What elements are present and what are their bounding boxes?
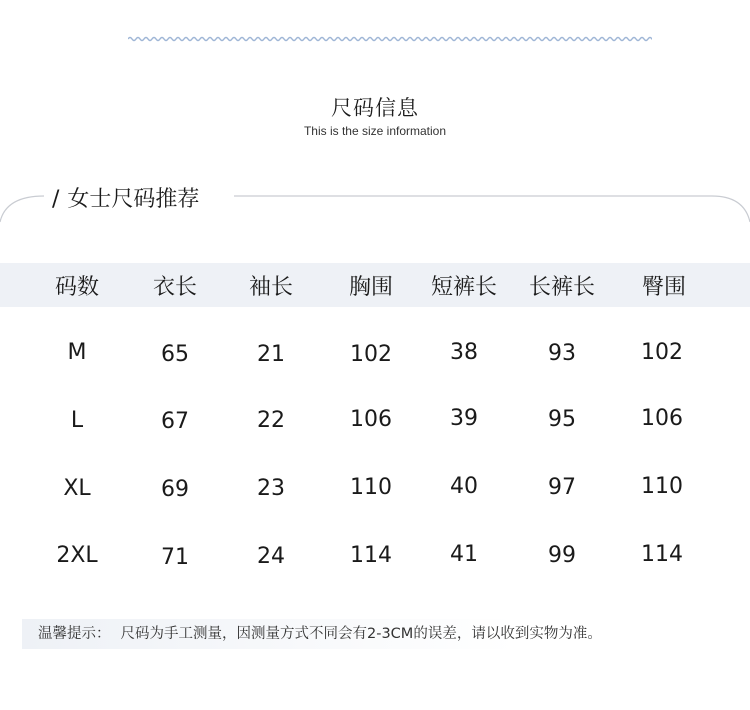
table-cell: 114 [350, 543, 392, 568]
table-cell: 114 [641, 542, 683, 567]
table-cell: 106 [350, 407, 392, 432]
column-header-trousers: 长裤长 [528, 275, 595, 300]
table-cell: 24 [257, 544, 285, 569]
table-cell: 97 [548, 475, 576, 500]
note-label: 温馨提示： [38, 626, 111, 642]
table-cell: 110 [641, 474, 683, 499]
table-cell: 2XL [56, 543, 98, 568]
table-cell: 110 [350, 475, 392, 500]
note-text: 尺码为手工测量，因测量方式不同会有2-3CM的误差，请以收到实物为准。 [120, 626, 602, 642]
page-title: 尺码信息 [331, 96, 419, 120]
table-cell: 21 [257, 342, 285, 367]
table-cell: 102 [641, 340, 683, 365]
column-header-shorts: 短裤长 [430, 275, 497, 300]
table-cell: 71 [161, 545, 189, 570]
size-note-banner [22, 619, 728, 649]
table-cell: 106 [641, 406, 683, 431]
table-cell: 40 [450, 474, 478, 499]
table-cell: M [67, 340, 87, 365]
table-cell: 67 [161, 409, 189, 434]
table-cell: 23 [257, 476, 285, 501]
table-cell: 69 [161, 477, 189, 502]
section-title-text: 女士尺码推荐 [67, 187, 200, 212]
column-header-sleeve: 袖长 [248, 275, 293, 300]
column-header-chest: 胸围 [348, 275, 393, 300]
column-header-size: 码数 [54, 275, 99, 300]
table-cell: 93 [548, 341, 576, 366]
section-slash: / [52, 187, 60, 212]
table-cell: L [70, 408, 84, 433]
table-cell: 22 [257, 408, 285, 433]
column-header-length: 衣长 [152, 275, 197, 300]
column-header-hip: 臀围 [641, 275, 686, 300]
table-cell: 41 [450, 542, 478, 567]
wave-divider-decoration [128, 34, 652, 44]
table-cell: XL [63, 476, 91, 501]
table-cell: 95 [548, 407, 576, 432]
table-cell: 38 [450, 340, 478, 365]
section-heading [52, 182, 213, 213]
page-subtitle: This is the size information [303, 124, 447, 138]
table-cell: 99 [548, 543, 576, 568]
table-cell: 102 [350, 342, 392, 367]
table-cell: 39 [450, 406, 478, 431]
table-cell: 65 [161, 342, 189, 367]
